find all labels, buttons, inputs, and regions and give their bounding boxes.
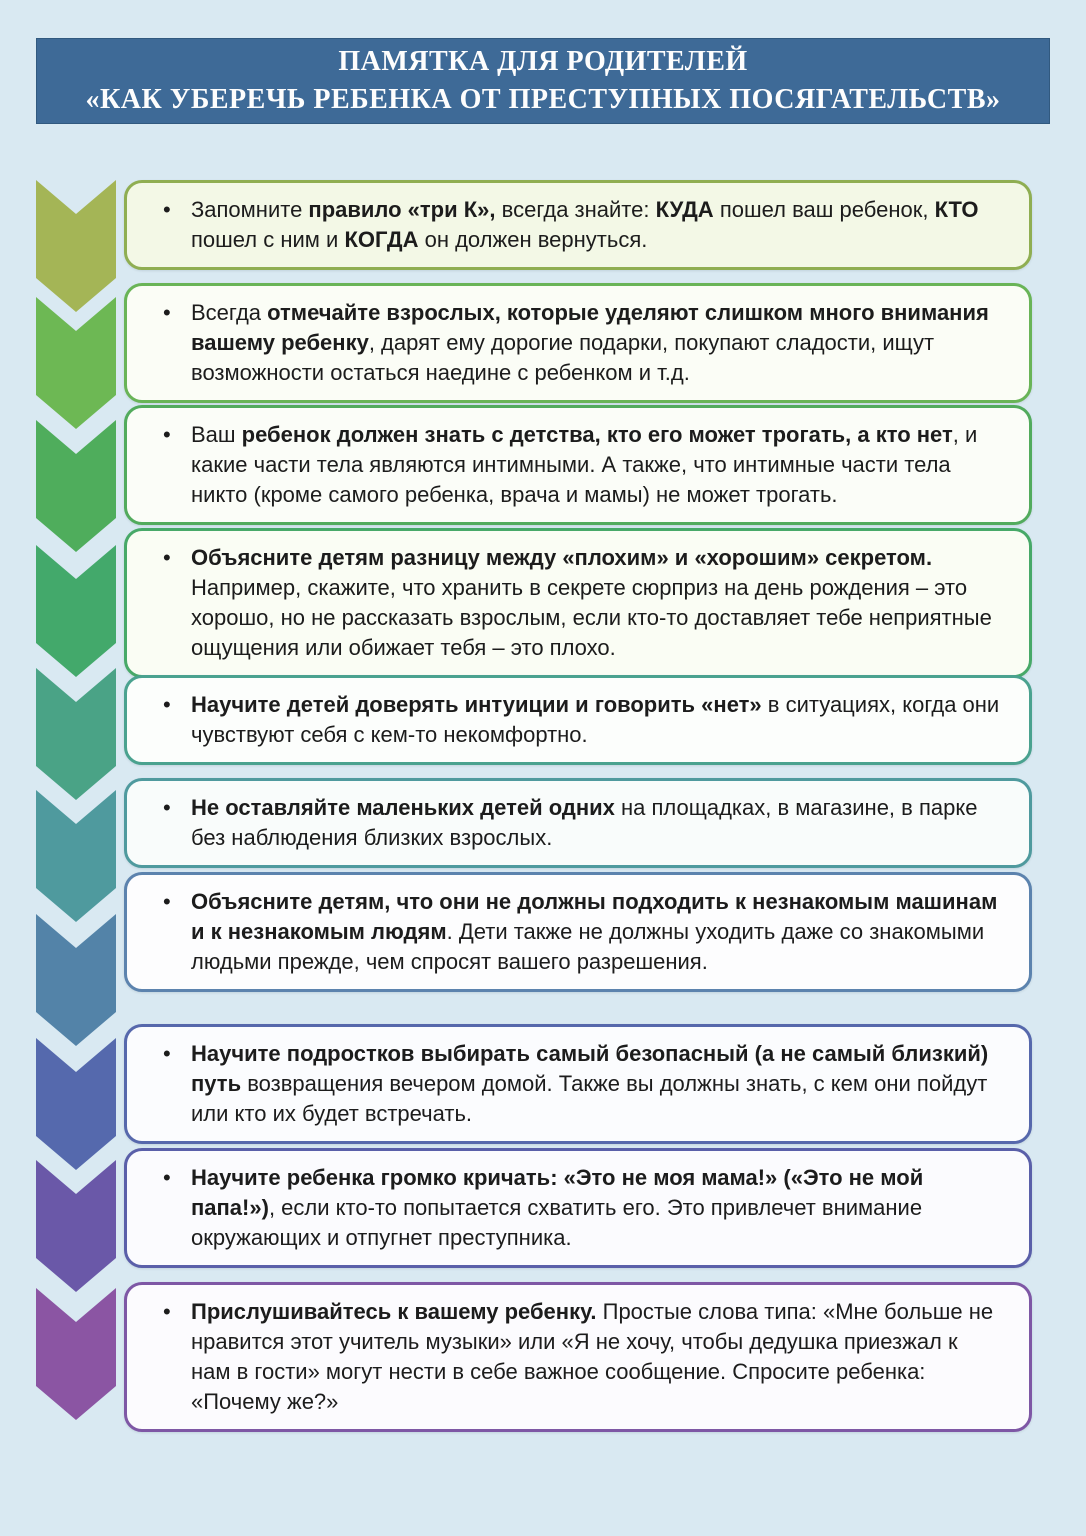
memo-item [124,1282,1032,1432]
memo-item-text [163,195,1003,255]
memo-text-segment: Простые слова типа: «Мне больше не нравится этот учитель музыки» или «Я не хочу, чтобы дедушка приезжал к нам в гости» могут нести в себе важное сообщение. Спросите ребенка: «Почему же?» [191,1299,994,1414]
memo-text-segment: , если кто-то попытается схватить его. Это привлечет внимание окружающих и отпугнет преступника. [191,1194,923,1250]
bullet-icon: • [163,197,171,222]
bullet-icon: • [163,889,171,914]
memo-text-bold-segment: Объясните детям разницу между «плохим» и «хорошим» секретом. [191,545,933,570]
memo-text-bold-segment: КОГДА [344,226,419,252]
memo-item-text [163,690,1003,750]
bullet-icon: • [163,300,171,325]
chevron-down-icon [36,914,116,1046]
chevron-down-icon [36,1288,116,1420]
bullet-icon: • [163,1299,171,1324]
memo-text-bold-segment: Прислушивайтесь к вашему ребенку. [191,1299,597,1324]
memo-text-bold-segment: ребенок должен знать с детства, кто его может трогать, а кто нет [241,422,953,447]
memo-text-segment: на площадках, в магазине, в парке без наблюдения близких взрослых. [191,795,978,850]
memo-text-segment: , и какие части тела являются интимными. А также, что интимные части тела никто (кроме самого ребенка, врача и мамы) не может трогать. [191,422,978,507]
page-title-line1: ПАМЯТКА ДЛЯ РОДИТЕЛЕЙ [338,46,748,78]
memo-item-text [163,793,1003,853]
memo-item [124,180,1032,270]
memo-text-bold-segment: Научите детей доверять интуиции и говорить «нет» [191,692,762,717]
memo-text-segment: в ситуациях, когда они чувствуют себя с кем-то некомфортно. [191,692,1000,747]
memo-item [124,675,1032,765]
memo-text-segment: Всегда [191,300,268,325]
memo-text-bold-segment: отмечайте взрослых, которые уделяют слишком много внимания вашему ребенку [191,300,989,355]
memo-item [124,1024,1032,1144]
memo-text-segment: Например, скажите, что хранить в секрете сюрприз на день рождения – это хорошо, но не рассказать взрослым, если кто-то доставляет тебе неприятные ощущения или обижает тебя – это плохо. [191,574,992,660]
memo-item-text [163,543,1003,663]
chevron-down-icon [36,297,116,429]
memo-text-segment: пошел с ним и [191,226,345,252]
memo-text-bold-segment: Не оставляйте маленьких детей одних [191,795,615,820]
memo-text-bold-segment: Научите ребенка громко кричать: «Это не моя мама!» («Это не мой папа!») [191,1165,924,1220]
chevron-down-icon [36,545,116,677]
chevron-down-icon [36,180,116,312]
memo-item-text [163,420,1003,510]
chevron-down-icon [36,1038,116,1170]
memo-text-segment: возвращения вечером домой. Также вы должны знать, с кем они пойдут или кто их будет встречать. [191,1070,988,1126]
memo-text-segment: всегда знайте: [495,197,656,222]
memo-text-bold-segment: Объясните детям, что они не должны подходить к незнакомым машинам и к незнакомым людям [191,889,998,944]
memo-item-text [163,887,1003,977]
memo-text-segment: Запомните [191,197,309,222]
memo-item [124,528,1032,678]
memo-item [124,1148,1032,1268]
bullet-icon: • [163,1041,171,1066]
page-title-line2: «КАК УБЕРЕЧЬ РЕБЕНКА ОТ ПРЕСТУПНЫХ ПОСЯГАТЕЛЬСТВ» [85,84,1001,115]
bullet-icon: • [163,1165,171,1190]
bullet-icon: • [163,795,171,820]
memo-item [124,283,1032,403]
memo-text-bold-segment: КУДА [655,197,714,222]
chevron-down-icon [36,790,116,922]
memo-item-text [163,1039,1003,1129]
memo-text-bold-segment: КТО [934,197,979,222]
memo-text-segment: Ваш [191,422,242,447]
bullet-icon: • [163,692,171,717]
memo-item-text [163,1163,1003,1253]
memo-text-bold-segment: правило «три К», [308,197,496,222]
memo-item-text [163,298,1003,388]
memo-item-text [163,1297,1003,1417]
memo-item [124,778,1032,868]
memo-item [124,872,1032,992]
bullet-icon: • [163,545,171,570]
memo-text-segment: пошел ваш ребенок, [713,197,935,222]
memo-item [124,405,1032,525]
memo-text-bold-segment: Научите подростков выбирать самый безопасный (а не самый близкий) путь [191,1041,989,1096]
memo-text-segment: , дарят ему дорогие подарки, покупают сладости, ищут возможности остаться наедине с ребенком и т.д. [191,329,935,385]
chevron-down-icon [36,420,116,552]
chevron-down-icon [36,1160,116,1292]
chevron-down-icon [36,668,116,800]
memo-text-segment: . Дети также не должны уходить даже со знакомыми людьми прежде, чем спросят вашего разрешения. [191,918,985,974]
bullet-icon: • [163,422,171,447]
memo-text-segment: он должен вернуться. [418,226,648,252]
